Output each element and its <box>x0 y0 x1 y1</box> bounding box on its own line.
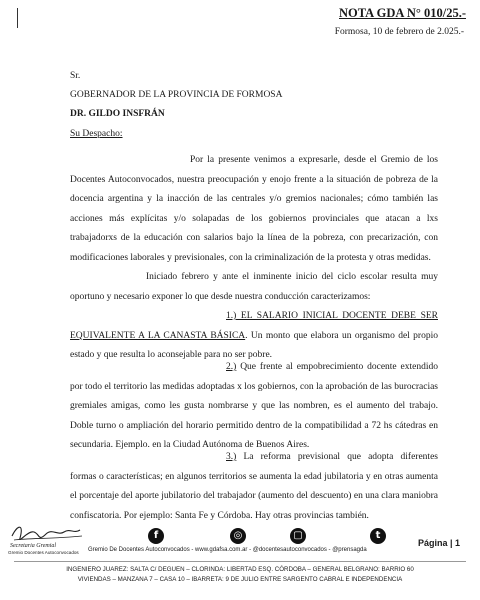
footer-divider <box>14 561 466 562</box>
page-number: Página | 1 <box>418 538 461 548</box>
footer-address-line-1: INGENIERO JUAREZ: SALTA C/ DEGUEN – CLORINDA: LIBERTAD ESQ. CÓRDOBA – GENERAL BELGRANO: BARRIO 60 <box>66 566 414 573</box>
point-2-number: 2.) <box>226 362 237 372</box>
note-number: NOTA GDA N° 010/25.- <box>339 6 466 20</box>
paragraph-intro: Por la presente venimos a expresarle, desde el Gremio de los Docentes Autoconvocados, nuestra preocupación y enojo frente a la situación de pobreza de la docencia argentina y la inacción de las centrales y/o gremios nacionales; cómo también las acciones más explícitas y/o solapadas de los gobiernos provinciales que atacan a lxs trabajadorxs de la educación con salarios bajo la línea de la pobreza, con precarización, con modificaciones laborales y previsionales, con la criminalización de la protesta y otras medidas. <box>70 155 438 263</box>
paragraph-point-2 <box>70 358 438 456</box>
margin-mark <box>17 8 18 28</box>
facebook-icon[interactable]: f <box>148 528 164 544</box>
instagram-icon[interactable]: ▢ <box>290 528 306 544</box>
point-3-number: 3.) <box>226 452 237 462</box>
twitter-icon[interactable]: t <box>370 528 386 544</box>
footer-social <box>88 528 388 553</box>
salutation: Sr. <box>70 71 81 81</box>
svg-text:Gremio Docentes Autoconvocados: Gremio Docentes Autoconvocados <box>8 550 79 555</box>
paragraph-point-3 <box>70 448 438 526</box>
paragraph-context: Iniciado febrero y ante el inminente inicio del ciclo escolar resulta muy oportuno y necesario exponer lo que desde nuestra conducción caracterizamos: <box>70 272 438 302</box>
svg-text:Secretaria Gremial: Secretaria Gremial <box>10 543 57 549</box>
social-line: Gremio De Docentes Autoconvocados - www.gdafsa.com.ar - @docentesautoconvocados - @prensagda <box>88 547 367 553</box>
globe-icon[interactable]: ◎ <box>230 528 246 544</box>
point-1-heading: 1.) EL SALARIO INICIAL DOCENTE DEBE SER EQUIVALENTE A LA CANASTA BÁSICA <box>70 311 438 341</box>
despacho-label: Su Despacho: <box>70 129 123 139</box>
addressee-name: DR. GILDO INSFRÁN <box>70 109 165 119</box>
addressee-office: GOBERNADOR DE LA PROVINCIA DE FORMOSA <box>70 90 283 100</box>
paragraph-point-1 <box>70 307 438 366</box>
point-2-text: Que frente al empobrecimiento docente extendido por todo el territorio las medidas adoptadas x los gobiernos, con la aprobación de las burocracias gremiales amigas, como les gusta nombrarse y que las nombren, es el aumento del trabajo. Doble turno o ampliación del horario permitido dentro de la compatibilidad a 72 hs cátedras en secundaria. Ejemplo. en la Ciudad Autónoma de Buenos Aires. <box>70 362 438 450</box>
footer-address-line-2: VIVIENDAS – MANZANA 7 – CASA 10 – IBARRETA: 9 DE JULIO ENTRE SARGENTO CABRAL E INDEPENDENCIA <box>77 576 403 583</box>
point-3-text: La reforma previsional que adopta diferentes formas o características; en algunos territorios se aumenta la edad jubilatoria y en otras aumenta el porcentaje del aporte jubilatorio del trabajador (aumento del descuento) en una clara maniobra confiscatoria. Por ejemplo: Santa Fe y Córdoba. Hay otras provincias también. <box>70 452 438 521</box>
signature-stamp <box>8 520 88 558</box>
date-line: Formosa, 10 de febrero de 2.025.- <box>334 27 464 37</box>
point-1-text: . Un monto que elabora un organismo del propio estado y que resulta lo aconsejable para no ser pobre. <box>70 330 438 360</box>
